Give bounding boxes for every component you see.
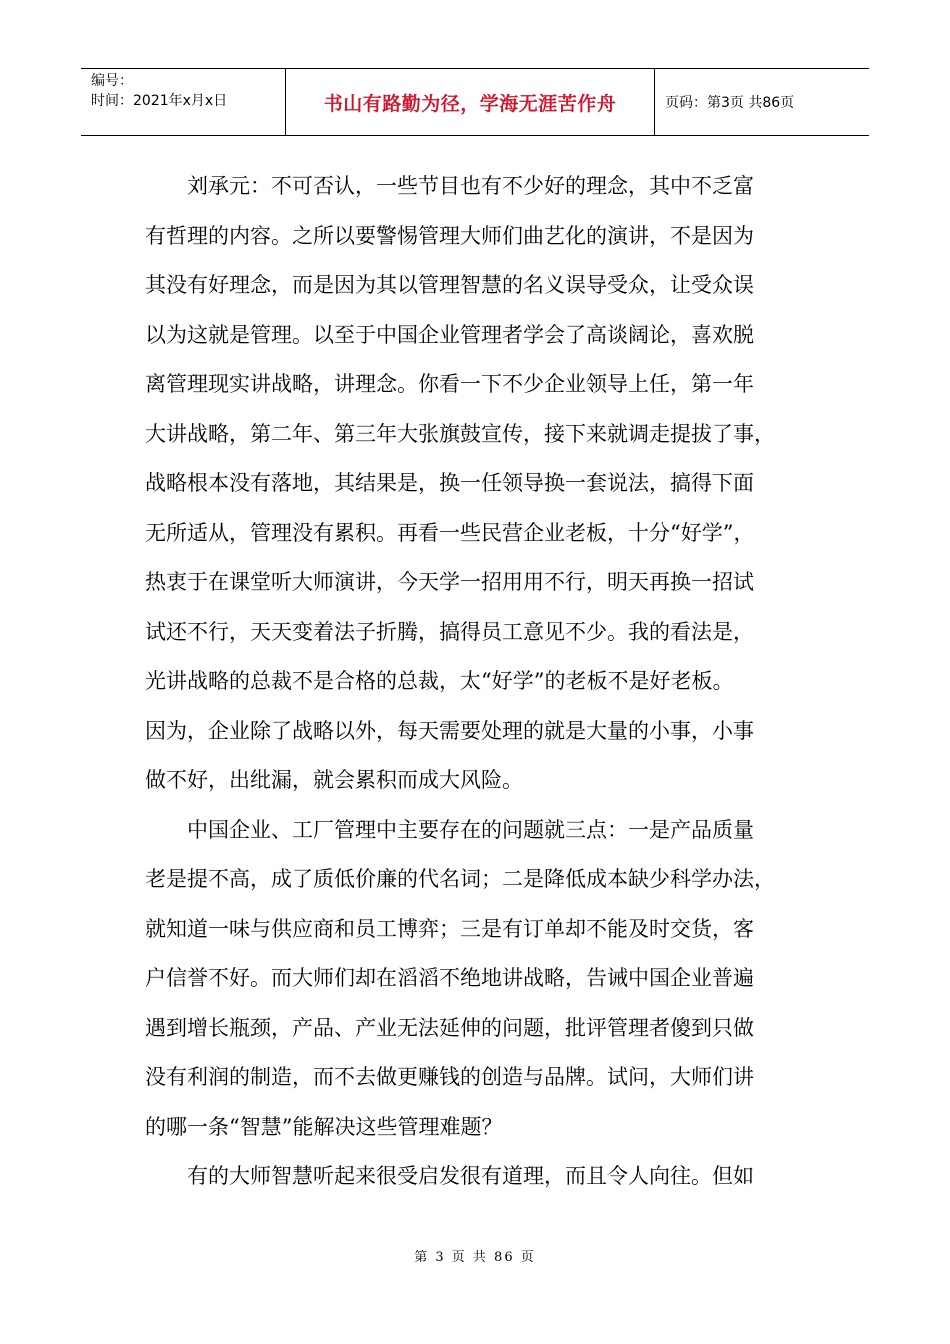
text-line: 有的大师智慧听起来很受启发很有道理，而且令人向往。但如	[187, 1164, 754, 1188]
text-line: 做不好，出纰漏，就会累积而成大风险。	[145, 768, 523, 792]
text-line: 遇到增长瓶颈，产品、产业无法延伸的问题，批评管理者傻到只做	[145, 1015, 754, 1040]
text-line: 刘承元：不可否认，一些节目也有不少好的理念，其中不乏富	[187, 174, 754, 198]
text-line: 因为，企业除了战略以外，每天需要处理的就是大量的小事，小事	[145, 718, 754, 743]
text-line: 中国企业、工厂管理中主要存在的问题就三点：一是产品质量	[187, 817, 754, 842]
paragraph	[145, 1152, 825, 1202]
text-line: 其没有好理念，而是因为其以管理智慧的名义误导受众，让受众误	[145, 273, 754, 297]
text-line: 试还不行，天天变着法子折腾，搞得员工意见不少。我的看法是，	[145, 619, 754, 644]
text-line: 户信誉不好。而大师们却在滔滔不绝地讲战略，告诫中国企业普遍	[145, 966, 754, 990]
text-line: 的哪一条“智慧”能解决这些管理难题？	[145, 1114, 503, 1139]
header-meta	[81, 69, 286, 135]
text-line: 离管理现实讲战略，讲理念。你看一下不少企业领导上任，第一年	[145, 372, 754, 396]
text-line: 热衷于在课堂听大师演讲，今天学一招用用不行，明天再换一招试	[145, 570, 754, 594]
text-line: 老是提不高，成了质低价廉的代名词；二是降低成本缺少科学办法，	[145, 867, 775, 891]
time-label: 时间：2021年x月x日	[91, 93, 228, 109]
header-page-code: 页码：第3页 共86页	[665, 95, 795, 111]
text-line: 就知道一味与供应商和员工博弈；三是有订单却不能及时交货，客	[145, 916, 754, 941]
text-line: 没有利润的制造，而不去做更赚钱的创造与品牌。试问，大师们讲	[145, 1065, 754, 1089]
paragraph	[145, 162, 825, 806]
text-line: 光讲战略的总裁不是合格的总裁，太“好学”的老板不是好老板。	[145, 669, 734, 693]
text-line: 以为这就是管理。以至于中国企业管理者学会了高谈阔论，喜欢脱	[145, 322, 754, 347]
header-motto: 书山有路勤为径，学海无涯苦作舟	[286, 69, 655, 135]
text-line: 无所适从，管理没有累积。再看一些民营企业老板，十分“好学”，	[145, 520, 755, 545]
document-body	[145, 162, 825, 1202]
page-footer: 第 3 页 共 86 页	[414, 1250, 536, 1265]
number-label: 编号：	[91, 73, 133, 89]
document-header	[81, 68, 869, 136]
text-line: 大讲战略，第二年、第三年大张旗鼓宣传，接下来就调走提拔了事，	[145, 421, 775, 446]
text-line: 有哲理的内容。之所以要警惕管理大师们曲艺化的演讲，不是因为	[145, 223, 754, 248]
text-line: 战略根本没有落地，其结果是，换一任领导换一套说法，搞得下面	[145, 471, 754, 495]
paragraph	[145, 806, 825, 1153]
